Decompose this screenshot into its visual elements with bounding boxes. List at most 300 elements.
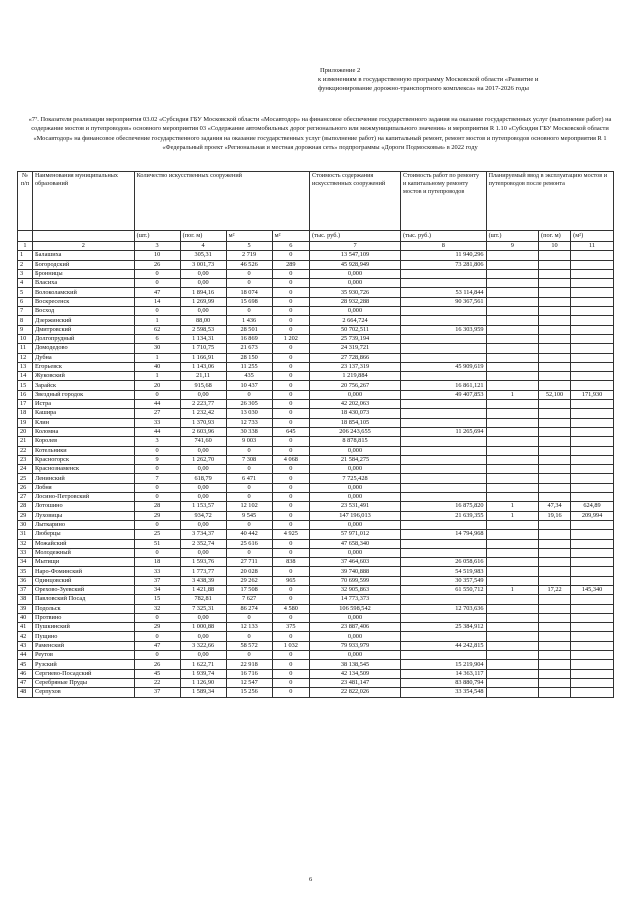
table-column-numbers-row — [18, 242, 614, 251]
planned-length — [539, 520, 571, 529]
maintenance-cost: 8 878,815 — [310, 437, 401, 446]
municipality-name: Королев — [32, 437, 134, 446]
row-num: 6 — [18, 297, 33, 306]
row-num: 43 — [18, 641, 33, 650]
col-number: 8 — [400, 242, 486, 251]
structures-area-2: 4 925 — [272, 530, 309, 539]
structures-area: 86 274 — [226, 604, 272, 613]
municipality-name: Подольск — [32, 604, 134, 613]
row-num: 7 — [18, 307, 33, 316]
structures-count: 0 — [134, 651, 180, 660]
structures-area: 27 711 — [226, 558, 272, 567]
structures-area-2: 0 — [272, 344, 309, 353]
planned-count — [486, 558, 538, 567]
structures-count: 32 — [134, 604, 180, 613]
structures-count: 0 — [134, 307, 180, 316]
planned-area — [571, 446, 614, 455]
structures-area-2: 645 — [272, 427, 309, 436]
planned-length — [539, 269, 571, 278]
planned-area: 624,89 — [571, 502, 614, 511]
structures-length: 7 325,31 — [180, 604, 226, 613]
repair-cost — [400, 493, 486, 502]
col-number: 3 — [134, 242, 180, 251]
table-row — [18, 604, 614, 613]
structures-area: 0 — [226, 465, 272, 474]
planned-area — [571, 427, 614, 436]
municipality-name: Павловский Посад — [32, 595, 134, 604]
maintenance-cost: 0,000 — [310, 520, 401, 529]
repair-cost: 90 367,561 — [400, 297, 486, 306]
municipality-name: Серебряные Пруды — [32, 678, 134, 687]
table-row — [18, 400, 614, 409]
municipality-name: Одинцовский — [32, 576, 134, 585]
row-num: 2 — [18, 260, 33, 269]
structures-area: 40 442 — [226, 530, 272, 539]
planned-area — [571, 567, 614, 576]
municipality-name: Долгопрудный — [32, 334, 134, 343]
planned-length — [539, 567, 571, 576]
planned-length — [539, 455, 571, 464]
structures-length: 0,00 — [180, 651, 226, 660]
structures-area: 16 869 — [226, 334, 272, 343]
maintenance-cost: 2 664,724 — [310, 316, 401, 325]
planned-length — [539, 548, 571, 557]
planned-area — [571, 558, 614, 567]
planned-area — [571, 288, 614, 297]
municipality-name: Пушкинский — [32, 623, 134, 632]
repair-cost: 11 940,296 — [400, 251, 486, 260]
planned-count — [486, 520, 538, 529]
municipality-name: Звездный городок — [32, 390, 134, 399]
appendix-line-1: к изменениям в государственную программу Московской области «Развитие и — [318, 76, 539, 84]
table-row — [18, 595, 614, 604]
header-repair: Стоимость работ по ремонту и капитальному ремонту мостов и путепроводов — [400, 172, 486, 231]
structures-area: 0 — [226, 520, 272, 529]
planned-length — [539, 613, 571, 622]
structures-count: 7 — [134, 474, 180, 483]
row-num: 33 — [18, 548, 33, 557]
structures-area-2: 0 — [272, 279, 309, 288]
table-row — [18, 372, 614, 381]
repair-cost: 45 909,619 — [400, 362, 486, 371]
structures-area: 0 — [226, 548, 272, 557]
planned-area — [571, 548, 614, 557]
col-number: 1 — [18, 242, 33, 251]
appendix-heading — [318, 66, 618, 94]
table-row — [18, 465, 614, 474]
structures-area: 7 627 — [226, 595, 272, 604]
planned-length — [539, 493, 571, 502]
planned-count — [486, 688, 538, 697]
repair-cost — [400, 353, 486, 362]
unit-cell: м² — [226, 231, 272, 242]
planned-count — [486, 576, 538, 585]
structures-count: 30 — [134, 344, 180, 353]
structures-area-2: 0 — [272, 269, 309, 278]
maintenance-cost: 0,000 — [310, 269, 401, 278]
page-number: 6 — [309, 876, 313, 883]
structures-length: 0,00 — [180, 613, 226, 622]
structures-count: 18 — [134, 558, 180, 567]
repair-cost — [400, 409, 486, 418]
planned-length — [539, 595, 571, 604]
structures-count: 33 — [134, 418, 180, 427]
planned-length: 17,22 — [539, 585, 571, 594]
municipality-name: Лотошино — [32, 502, 134, 511]
col-number: 5 — [226, 242, 272, 251]
unit-cell: (пог. м) — [180, 231, 226, 242]
structures-length: 1 593,76 — [180, 558, 226, 567]
structures-area: 0 — [226, 651, 272, 660]
structures-area: 11 255 — [226, 362, 272, 371]
municipality-name: Можайский — [32, 539, 134, 548]
structures-count: 0 — [134, 483, 180, 492]
structures-length: 1 773,77 — [180, 567, 226, 576]
maintenance-cost: 20 756,267 — [310, 381, 401, 390]
repair-cost — [400, 334, 486, 343]
structures-count: 0 — [134, 493, 180, 502]
municipality-name: Коломна — [32, 427, 134, 436]
col-number: 4 — [180, 242, 226, 251]
maintenance-cost: 23 137,319 — [310, 362, 401, 371]
structures-count: 0 — [134, 390, 180, 399]
row-num: 1 — [18, 251, 33, 260]
structures-length: 3 001,73 — [180, 260, 226, 269]
planned-area — [571, 632, 614, 641]
planned-length — [539, 669, 571, 678]
structures-length: 1 421,88 — [180, 585, 226, 594]
structures-area-2: 0 — [272, 474, 309, 483]
planned-length — [539, 641, 571, 650]
table-row — [18, 418, 614, 427]
row-num: 14 — [18, 372, 33, 381]
municipality-name: Люберцы — [32, 530, 134, 539]
row-num: 4 — [18, 279, 33, 288]
table-header-row — [18, 172, 614, 231]
planned-area — [571, 520, 614, 529]
maintenance-cost: 39 740,888 — [310, 567, 401, 576]
structures-area: 0 — [226, 307, 272, 316]
maintenance-cost: 23 481,147 — [310, 678, 401, 687]
structures-count: 27 — [134, 409, 180, 418]
structures-count: 29 — [134, 511, 180, 520]
row-num: 37 — [18, 585, 33, 594]
unit-cell: м² — [272, 231, 309, 242]
repair-cost — [400, 400, 486, 409]
repair-cost: 49 407,853 — [400, 390, 486, 399]
repair-cost — [400, 344, 486, 353]
planned-area — [571, 651, 614, 660]
structures-length: 1 232,42 — [180, 409, 226, 418]
municipality-name: Дзержинский — [32, 316, 134, 325]
planned-count — [486, 334, 538, 343]
structures-area: 12 733 — [226, 418, 272, 427]
structures-count: 44 — [134, 400, 180, 409]
structures-count: 0 — [134, 520, 180, 529]
structures-area: 18 074 — [226, 288, 272, 297]
maintenance-cost: 14 773,373 — [310, 595, 401, 604]
planned-count — [486, 613, 538, 622]
repair-cost — [400, 446, 486, 455]
maintenance-cost: 70 699,599 — [310, 576, 401, 585]
planned-length — [539, 632, 571, 641]
structures-length: 0,00 — [180, 307, 226, 316]
structures-length: 741,60 — [180, 437, 226, 446]
structures-area: 0 — [226, 483, 272, 492]
maintenance-cost: 21 584,275 — [310, 455, 401, 464]
planned-area — [571, 316, 614, 325]
structures-area: 21 673 — [226, 344, 272, 353]
maintenance-cost: 38 138,545 — [310, 660, 401, 669]
table-row — [18, 641, 614, 650]
header-planned: Планируемый ввод в эксплуатацию мостов и путепроводов после ремонта — [486, 172, 613, 231]
planned-area — [571, 604, 614, 613]
maintenance-cost: 57 971,012 — [310, 530, 401, 539]
municipality-name: Жуковский — [32, 372, 134, 381]
row-num: 19 — [18, 418, 33, 427]
planned-area — [571, 279, 614, 288]
structures-area-2: 0 — [272, 390, 309, 399]
header-cost: Стоимость содержания искусственных сооружений — [310, 172, 401, 231]
planned-length — [539, 325, 571, 334]
structures-count: 0 — [134, 279, 180, 288]
row-num: 24 — [18, 465, 33, 474]
planned-count — [486, 493, 538, 502]
table-row — [18, 493, 614, 502]
repair-cost — [400, 520, 486, 529]
municipality-name: Власиха — [32, 279, 134, 288]
municipality-name: Лыткарино — [32, 520, 134, 529]
indicators-table — [17, 171, 614, 698]
repair-cost: 11 265,694 — [400, 427, 486, 436]
planned-length — [539, 688, 571, 697]
structures-length: 1 126,90 — [180, 678, 226, 687]
structures-area-2: 0 — [272, 613, 309, 622]
structures-area: 28 501 — [226, 325, 272, 334]
structures-area: 10 437 — [226, 381, 272, 390]
structures-length: 21,11 — [180, 372, 226, 381]
row-num: 5 — [18, 288, 33, 297]
structures-count: 34 — [134, 585, 180, 594]
planned-count — [486, 251, 538, 260]
structures-area: 0 — [226, 390, 272, 399]
col-number: 11 — [571, 242, 614, 251]
planned-area — [571, 409, 614, 418]
planned-area — [571, 437, 614, 446]
table-row — [18, 502, 614, 511]
planned-length — [539, 678, 571, 687]
municipality-name: Кашира — [32, 409, 134, 418]
planned-area — [571, 372, 614, 381]
table-row — [18, 260, 614, 269]
planned-area — [571, 455, 614, 464]
municipality-name: Бронницы — [32, 269, 134, 278]
planned-length — [539, 279, 571, 288]
planned-count — [486, 288, 538, 297]
planned-count — [486, 539, 538, 548]
municipality-name: Мытищи — [32, 558, 134, 567]
structures-area-2: 0 — [272, 595, 309, 604]
row-num: 3 — [18, 269, 33, 278]
structures-area: 9 003 — [226, 437, 272, 446]
table-row — [18, 279, 614, 288]
planned-area — [571, 307, 614, 316]
planned-area: 171,930 — [571, 390, 614, 399]
structures-count: 0 — [134, 269, 180, 278]
municipality-name: Домодедово — [32, 344, 134, 353]
header-name: Наименования муниципальных образований — [32, 172, 134, 231]
structures-count: 29 — [134, 623, 180, 632]
col-number: 9 — [486, 242, 538, 251]
structures-length: 2 223,77 — [180, 400, 226, 409]
planned-area — [571, 418, 614, 427]
repair-cost — [400, 418, 486, 427]
planned-area — [571, 334, 614, 343]
planned-area — [571, 530, 614, 539]
row-num: 31 — [18, 530, 33, 539]
planned-count — [486, 344, 538, 353]
row-num: 28 — [18, 502, 33, 511]
structures-length: 2 603,96 — [180, 427, 226, 436]
planned-count — [486, 530, 538, 539]
repair-cost: 15 219,904 — [400, 660, 486, 669]
table-units-row — [18, 231, 614, 242]
planned-length — [539, 353, 571, 362]
municipality-name: Сергиево-Посадский — [32, 669, 134, 678]
planned-count — [486, 381, 538, 390]
repair-cost: 26 058,616 — [400, 558, 486, 567]
planned-length — [539, 427, 571, 436]
municipality-name: Краснознаменск — [32, 465, 134, 474]
repair-cost: 83 880,794 — [400, 678, 486, 687]
structures-length: 1 166,91 — [180, 353, 226, 362]
row-num: 10 — [18, 334, 33, 343]
structures-length: 1 000,88 — [180, 623, 226, 632]
structures-area-2: 0 — [272, 288, 309, 297]
row-num: 13 — [18, 362, 33, 371]
table-row — [18, 483, 614, 492]
planned-count — [486, 660, 538, 669]
planned-area — [571, 483, 614, 492]
structures-area-2: 0 — [272, 409, 309, 418]
table-row — [18, 678, 614, 687]
repair-cost — [400, 437, 486, 446]
row-num: 48 — [18, 688, 33, 697]
planned-length: 47,34 — [539, 502, 571, 511]
row-num: 41 — [18, 623, 33, 632]
maintenance-cost: 37 464,603 — [310, 558, 401, 567]
row-num: 46 — [18, 669, 33, 678]
planned-count — [486, 678, 538, 687]
repair-cost: 54 519,983 — [400, 567, 486, 576]
maintenance-cost: 50 702,511 — [310, 325, 401, 334]
structures-area: 0 — [226, 632, 272, 641]
structures-length: 1 153,57 — [180, 502, 226, 511]
maintenance-cost: 0,000 — [310, 279, 401, 288]
table-row — [18, 511, 614, 520]
row-num: 40 — [18, 613, 33, 622]
structures-count: 0 — [134, 632, 180, 641]
planned-area — [571, 251, 614, 260]
structures-area-2: 0 — [272, 418, 309, 427]
structures-length: 1 622,71 — [180, 660, 226, 669]
repair-cost — [400, 307, 486, 316]
maintenance-cost: 0,000 — [310, 651, 401, 660]
maintenance-cost: 45 928,949 — [310, 260, 401, 269]
municipality-name: Луховицы — [32, 511, 134, 520]
structures-area-2: 0 — [272, 446, 309, 455]
structures-area-2: 4 580 — [272, 604, 309, 613]
planned-area — [571, 641, 614, 650]
structures-area-2: 0 — [272, 483, 309, 492]
col-number: 2 — [32, 242, 134, 251]
municipality-name: Восход — [32, 307, 134, 316]
maintenance-cost: 23 887,406 — [310, 623, 401, 632]
municipality-name: Балашиха — [32, 251, 134, 260]
maintenance-cost: 24 319,721 — [310, 344, 401, 353]
structures-area-2: 0 — [272, 511, 309, 520]
table-row — [18, 530, 614, 539]
structures-area: 0 — [226, 613, 272, 622]
planned-count — [486, 260, 538, 269]
structures-length: 3 438,39 — [180, 576, 226, 585]
planned-length: 52,100 — [539, 390, 571, 399]
structures-area: 16 716 — [226, 669, 272, 678]
municipality-name: Лобня — [32, 483, 134, 492]
structures-area: 22 918 — [226, 660, 272, 669]
planned-count — [486, 372, 538, 381]
table-row — [18, 344, 614, 353]
planned-length — [539, 334, 571, 343]
planned-area — [571, 669, 614, 678]
table-row — [18, 390, 614, 399]
row-num: 27 — [18, 493, 33, 502]
structures-length: 1 894,16 — [180, 288, 226, 297]
maintenance-cost: 0,000 — [310, 483, 401, 492]
structures-area-2: 289 — [272, 260, 309, 269]
planned-count — [486, 353, 538, 362]
table-row — [18, 446, 614, 455]
structures-count: 47 — [134, 641, 180, 650]
repair-cost — [400, 372, 486, 381]
structures-area-2: 0 — [272, 316, 309, 325]
structures-area-2: 0 — [272, 651, 309, 660]
maintenance-cost: 1 219,884 — [310, 372, 401, 381]
structures-length: 0,00 — [180, 548, 226, 557]
planned-length — [539, 558, 571, 567]
planned-count: 1 — [486, 502, 538, 511]
planned-length — [539, 437, 571, 446]
repair-cost — [400, 632, 486, 641]
planned-count — [486, 316, 538, 325]
table-row — [18, 437, 614, 446]
repair-cost — [400, 548, 486, 557]
repair-cost: 16 875,820 — [400, 502, 486, 511]
planned-area — [571, 539, 614, 548]
structures-length: 2 352,74 — [180, 539, 226, 548]
planned-area — [571, 353, 614, 362]
planned-length — [539, 288, 571, 297]
planned-count — [486, 362, 538, 371]
municipality-name: Дмитровский — [32, 325, 134, 334]
table-row — [18, 688, 614, 697]
repair-cost: 21 639,355 — [400, 511, 486, 520]
structures-length: 0,00 — [180, 446, 226, 455]
planned-area — [571, 400, 614, 409]
planned-length — [539, 576, 571, 585]
table-row — [18, 269, 614, 278]
planned-length — [539, 474, 571, 483]
